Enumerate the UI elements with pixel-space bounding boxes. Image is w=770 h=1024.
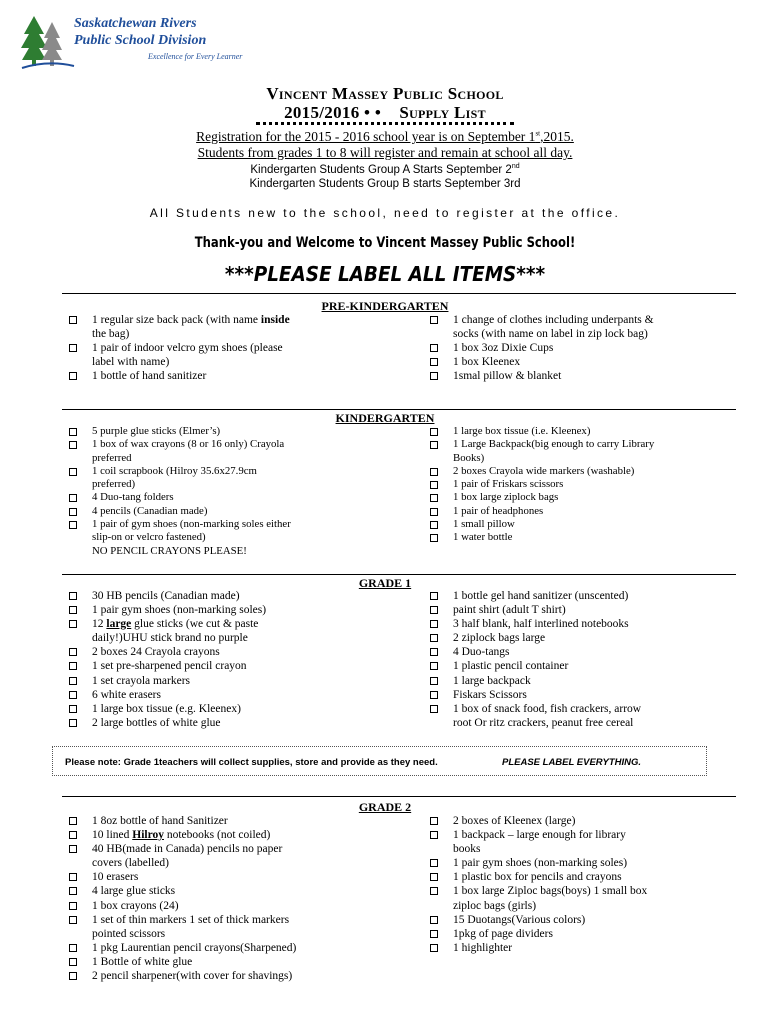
item-text: paint shirt (adult T shirt) xyxy=(453,604,566,617)
checkbox[interactable] xyxy=(69,691,77,699)
item-emphasis: inside xyxy=(260,314,290,326)
kindergarten-left-list xyxy=(69,425,291,558)
supply-item xyxy=(69,659,266,673)
checkbox[interactable] xyxy=(69,677,77,685)
checkbox[interactable] xyxy=(430,944,438,952)
supply-item xyxy=(69,589,266,603)
checkbox[interactable] xyxy=(430,705,438,713)
checkbox[interactable] xyxy=(430,468,438,476)
section-rule xyxy=(62,574,736,575)
checkbox[interactable] xyxy=(69,648,77,656)
item-text: 4 large glue sticks xyxy=(92,885,176,898)
supply-item xyxy=(69,313,290,327)
checkbox[interactable] xyxy=(430,859,438,867)
supply-item xyxy=(430,814,647,828)
item-text: 1 set crayola markers xyxy=(92,674,191,687)
item-text: 1pkg of page dividers xyxy=(453,927,553,940)
checkbox[interactable] xyxy=(69,344,77,352)
item-text: preferred) xyxy=(92,478,136,491)
kindergarten-group-a xyxy=(0,163,770,176)
item-text: 2 large bottles of white glue xyxy=(92,716,221,729)
supply-item xyxy=(69,716,266,730)
checkbox[interactable] xyxy=(430,691,438,699)
registration-note: Students from grades 1 to 8 will register and remain at school all day. xyxy=(197,145,573,160)
supply-item xyxy=(430,531,654,544)
supply-item xyxy=(430,688,641,702)
item-text: 1 pkg Laurentian pencil crayons(Sharpened) xyxy=(92,941,297,954)
checkbox[interactable] xyxy=(430,372,438,380)
item-text: 12 xyxy=(92,618,107,631)
supply-list-heading xyxy=(0,103,770,123)
checkbox[interactable] xyxy=(430,344,438,352)
supply-item xyxy=(69,617,266,631)
supply-item xyxy=(69,341,290,355)
prek-title: PRE-KINDERGARTEN xyxy=(321,299,449,313)
item-emphasis: Hilroy xyxy=(132,829,164,842)
checkbox[interactable] xyxy=(69,944,77,952)
supply-item xyxy=(430,327,654,341)
checkbox[interactable] xyxy=(430,428,438,436)
checkbox[interactable] xyxy=(430,620,438,628)
item-text: 1 bottle gel hand sanitizer (unscented) xyxy=(453,590,629,602)
checkbox[interactable] xyxy=(430,592,438,600)
supply-item xyxy=(69,327,290,341)
item-text: 1 backpack – large enough for library xyxy=(453,829,626,842)
supply-item xyxy=(69,913,296,927)
supply-item xyxy=(69,899,296,913)
item-text: 2 boxes 24 Crayola crayons xyxy=(92,646,220,659)
item-text: 1 water bottle xyxy=(453,531,513,544)
item-text: 1 regular size back pack (with name xyxy=(92,314,261,326)
supply-item xyxy=(430,518,654,531)
item-text: 1 pair gym shoes (non-marking soles) xyxy=(453,857,628,870)
grade1-note-label: PLEASE LABEL EVERYTHING. xyxy=(502,757,642,768)
item-text: 1 Large Backpack(big enough to carry Library xyxy=(453,438,655,451)
item-text: 30 HB pencils (Canadian made) xyxy=(92,590,240,602)
checkbox[interactable] xyxy=(69,972,77,980)
supply-item xyxy=(69,674,266,688)
welcome-message: Thank-you and Welcome to Vincent Massey Public School! xyxy=(194,235,576,251)
item-text: books xyxy=(453,843,481,856)
supply-item xyxy=(69,814,296,828)
grade1-right-list xyxy=(430,589,641,730)
supply-item xyxy=(69,531,291,544)
checkbox[interactable] xyxy=(430,648,438,656)
label-all-items: ***PLEASE LABEL ALL ITEMS*** xyxy=(224,262,546,286)
dotted-divider xyxy=(256,122,514,125)
item-text: Books) xyxy=(453,451,485,464)
item-text: 3 half blank, half interlined notebooks xyxy=(453,618,629,631)
item-text: 1 box 3oz Dixie Cups xyxy=(453,342,554,354)
item-text: 2 ziplock bags large xyxy=(453,632,546,645)
item-text: label with name) xyxy=(92,356,170,368)
item-text: preferred xyxy=(92,451,132,464)
prek-left-list xyxy=(69,313,290,383)
supply-item xyxy=(69,941,296,955)
item-text: 1 pair of indoor velcro gym shoes (please xyxy=(92,342,283,354)
checkbox[interactable] xyxy=(430,831,438,839)
supply-item xyxy=(69,355,290,369)
checkbox[interactable] xyxy=(69,831,77,839)
supply-item xyxy=(430,716,641,730)
checkbox[interactable] xyxy=(69,719,77,727)
grade1-note: Please note: Grade 1teachers will collect supplies, store and provide as they need. xyxy=(65,757,438,768)
supply-item xyxy=(69,842,296,856)
item-text: 1 large box tissue (i.e. Kleenex) xyxy=(453,425,591,437)
item-text: 10 lined xyxy=(92,829,133,842)
checkbox[interactable] xyxy=(69,508,77,516)
supply-item xyxy=(430,603,641,617)
item-text: glue sticks (we cut & paste xyxy=(131,618,259,631)
item-text: ziploc bags (girls) xyxy=(453,899,537,912)
supply-item xyxy=(69,491,291,504)
item-text: covers (labelled) xyxy=(92,857,169,870)
supply-item xyxy=(69,955,296,969)
supply-item xyxy=(430,659,641,673)
supply-item xyxy=(430,702,641,716)
supply-item xyxy=(430,674,641,688)
supply-item xyxy=(69,969,296,983)
supply-item xyxy=(430,899,647,913)
item-text: 1 box large Ziploc bags(boys) 1 small box xyxy=(453,885,648,898)
supply-item xyxy=(430,870,647,884)
supply-item xyxy=(430,913,647,927)
item-text: 15 Duotangs(Various colors) xyxy=(453,913,586,926)
supply-item xyxy=(430,438,654,451)
checkbox[interactable] xyxy=(430,817,438,825)
item-text: Fiskars Scissors xyxy=(453,688,527,701)
registration-text: Registration for the 2015 - 2016 school year is on September 1 xyxy=(196,129,536,144)
item-text: notebooks (not coiled) xyxy=(163,829,271,842)
item-text: pointed scissors xyxy=(92,927,166,940)
item-text: the bag) xyxy=(92,328,130,340)
grade1-note-box xyxy=(52,746,707,776)
supply-item xyxy=(430,842,647,856)
supply-item xyxy=(430,355,654,369)
supply-item xyxy=(69,645,266,659)
item-text: 2 boxes Crayola wide markers (washable) xyxy=(453,464,635,477)
supply-item xyxy=(69,884,296,898)
supply-item xyxy=(430,452,654,465)
supply-item xyxy=(69,688,266,702)
kg-a-sup: nd xyxy=(511,163,520,170)
checkbox[interactable] xyxy=(69,902,77,910)
tree-logo-icon xyxy=(20,12,76,70)
item-text: 1 box of snack food, fish crackers, arrow xyxy=(453,702,642,715)
supply-item xyxy=(430,478,654,491)
supply-item xyxy=(430,465,654,478)
supply-item xyxy=(430,941,647,955)
new-students-note: All Students new to the school, need to register at the office. xyxy=(149,206,621,220)
logo-line-1: Saskatchewan Rivers xyxy=(74,16,197,31)
item-text: 1 plastic pencil container xyxy=(453,660,569,673)
checkbox[interactable] xyxy=(69,521,77,529)
checkbox[interactable] xyxy=(69,705,77,713)
checkbox[interactable] xyxy=(69,873,77,881)
supply-item xyxy=(69,465,291,478)
supply-item xyxy=(69,856,296,870)
checkbox[interactable] xyxy=(430,677,438,685)
item-text: 1 pair of Friskars scissors xyxy=(453,478,564,491)
checkbox[interactable] xyxy=(69,916,77,924)
checkbox[interactable] xyxy=(69,441,77,449)
item-text: socks (with name on label in zip lock bag) xyxy=(453,328,648,340)
item-text: 1 coil scrapbook (Hilroy 35.6x27.9cm xyxy=(92,464,257,477)
item-text: daily!)UHU stick brand no purple xyxy=(92,632,248,645)
kg-a-text: Kindergarten Students Group A Starts September 2 xyxy=(250,163,512,176)
item-text: 1 bottle of hand sanitizer xyxy=(92,370,207,382)
checkbox[interactable] xyxy=(430,873,438,881)
item-text: 1 set pre-sharpened pencil crayon xyxy=(92,660,247,673)
supply-item xyxy=(430,856,647,870)
section-rule xyxy=(62,409,736,410)
checkbox[interactable] xyxy=(69,428,77,436)
item-text: 1 pair of headphones xyxy=(453,504,544,517)
checkbox[interactable] xyxy=(430,534,438,542)
checkbox[interactable] xyxy=(430,358,438,366)
supply-item xyxy=(430,341,654,355)
item-text: 1 box large ziplock bags xyxy=(453,491,559,504)
supply-item xyxy=(69,702,266,716)
item-text: 1 Bottle of white glue xyxy=(92,955,193,968)
division-logo xyxy=(20,12,250,70)
checkbox[interactable] xyxy=(430,521,438,529)
supply-item xyxy=(69,631,266,645)
kindergarten-right-list xyxy=(430,425,654,545)
supply-item xyxy=(69,603,266,617)
supply-item xyxy=(430,313,654,327)
registration-year: ,2015. xyxy=(540,129,574,144)
grade1-left-list xyxy=(69,589,266,730)
section-rule xyxy=(62,796,736,797)
supply-list-label: Supply List xyxy=(399,103,486,122)
checkbox[interactable] xyxy=(430,662,438,670)
logo-tagline: Excellence for Every Learner xyxy=(148,52,243,61)
checkbox[interactable] xyxy=(69,494,77,502)
item-emphasis: large xyxy=(106,618,132,631)
checkbox[interactable] xyxy=(430,930,438,938)
supply-item xyxy=(430,425,654,438)
supply-item xyxy=(69,828,296,842)
item-text: 6 white erasers xyxy=(92,688,161,701)
supply-item xyxy=(69,438,291,451)
grade2-title: GRADE 2 xyxy=(358,800,412,814)
item-text: 1 box of wax crayons (8 or 16 only) Crayola xyxy=(92,438,285,451)
checkbox[interactable] xyxy=(69,316,77,324)
registration-sup: st xyxy=(535,129,541,138)
grade1-title: GRADE 1 xyxy=(358,576,412,590)
grade2-right-list xyxy=(430,814,647,955)
kindergarten-group-b: Kindergarten Students Group B starts September 3rd xyxy=(249,178,521,190)
supply-item xyxy=(430,617,641,631)
checkbox[interactable] xyxy=(69,817,77,825)
item-text: 5 purple glue sticks (Elmer’s) xyxy=(92,425,221,437)
item-text: 1 pair gym shoes (non-marking soles) xyxy=(92,604,267,617)
checkbox[interactable] xyxy=(430,887,438,895)
checkbox[interactable] xyxy=(69,372,77,380)
checkbox[interactable] xyxy=(69,468,77,476)
supply-item xyxy=(430,927,647,941)
supply-item xyxy=(69,545,291,558)
item-text: 1smal pillow & blanket xyxy=(453,370,562,382)
supply-item xyxy=(430,631,641,645)
checkbox[interactable] xyxy=(69,662,77,670)
checkbox[interactable] xyxy=(430,606,438,614)
grade2-left-list xyxy=(69,814,296,983)
supply-item xyxy=(430,828,647,842)
checkbox[interactable] xyxy=(430,481,438,489)
item-text: 4 Duo-tang folders xyxy=(92,491,174,504)
supply-item xyxy=(430,645,641,659)
item-text: 1 plastic box for pencils and crayons xyxy=(453,871,622,884)
supply-item xyxy=(69,927,296,941)
supply-item xyxy=(69,452,291,465)
item-text: 1 large box tissue (e.g. Kleenex) xyxy=(92,702,241,715)
supply-item xyxy=(430,884,647,898)
item-text: 1 box crayons (24) xyxy=(92,899,179,912)
school-title: Vincent Massey Public School xyxy=(266,84,504,103)
supply-item xyxy=(430,505,654,518)
supply-item xyxy=(69,425,291,438)
checkbox[interactable] xyxy=(69,845,77,853)
item-text: 2 boxes of Kleenex (large) xyxy=(453,815,576,827)
supply-item xyxy=(69,478,291,491)
checkbox[interactable] xyxy=(430,916,438,924)
item-text: 1 pair of gym shoes (non-marking soles either xyxy=(92,518,291,531)
item-text: 1 large backpack xyxy=(453,674,531,687)
checkbox[interactable] xyxy=(430,494,438,502)
supply-item xyxy=(69,518,291,531)
prek-right-list xyxy=(430,313,654,383)
section-rule xyxy=(62,293,736,294)
item-text: 40 HB(made in Canada) pencils no paper xyxy=(92,843,283,856)
item-text: root Or ritz crackers, peanut free cereal xyxy=(453,716,634,729)
item-text: 10 erasers xyxy=(92,871,139,884)
item-text: 4 pencils (Canadian made) xyxy=(92,504,208,517)
item-text: 1 highlighter xyxy=(453,941,513,954)
supply-item xyxy=(69,369,290,383)
checkbox[interactable] xyxy=(69,887,77,895)
kindergarten-title: KINDERGARTEN xyxy=(335,411,435,425)
checkbox[interactable] xyxy=(69,958,77,966)
supply-item xyxy=(430,369,654,383)
supply-item xyxy=(430,491,654,504)
logo-line-2: Public School Division xyxy=(74,33,207,48)
school-year: 2015/2016 • • xyxy=(284,103,382,122)
checkbox[interactable] xyxy=(69,606,77,614)
checkbox[interactable] xyxy=(430,508,438,516)
checkbox[interactable] xyxy=(430,316,438,324)
checkbox[interactable] xyxy=(430,634,438,642)
item-text: slip-on or velcro fastened) xyxy=(92,531,206,544)
item-text: 1 small pillow xyxy=(453,518,515,531)
item-text: 4 Duo-tangs xyxy=(453,646,510,659)
item-text: NO PENCIL CRAYONS PLEASE! xyxy=(92,544,247,557)
checkbox[interactable] xyxy=(430,441,438,449)
item-text: 1 set of thin markers 1 set of thick markers xyxy=(92,913,290,926)
registration-date xyxy=(0,129,770,145)
item-text: 2 pencil sharpener(with cover for shavings) xyxy=(92,970,293,983)
item-text: 1 8oz bottle of hand Sanitizer xyxy=(92,815,228,827)
checkbox[interactable] xyxy=(69,592,77,600)
item-text: 1 change of clothes including underpants & xyxy=(453,314,654,326)
supply-item xyxy=(69,505,291,518)
supply-item xyxy=(430,589,641,603)
supply-item xyxy=(69,870,296,884)
item-text: 1 box Kleenex xyxy=(453,356,521,368)
checkbox[interactable] xyxy=(69,620,77,628)
